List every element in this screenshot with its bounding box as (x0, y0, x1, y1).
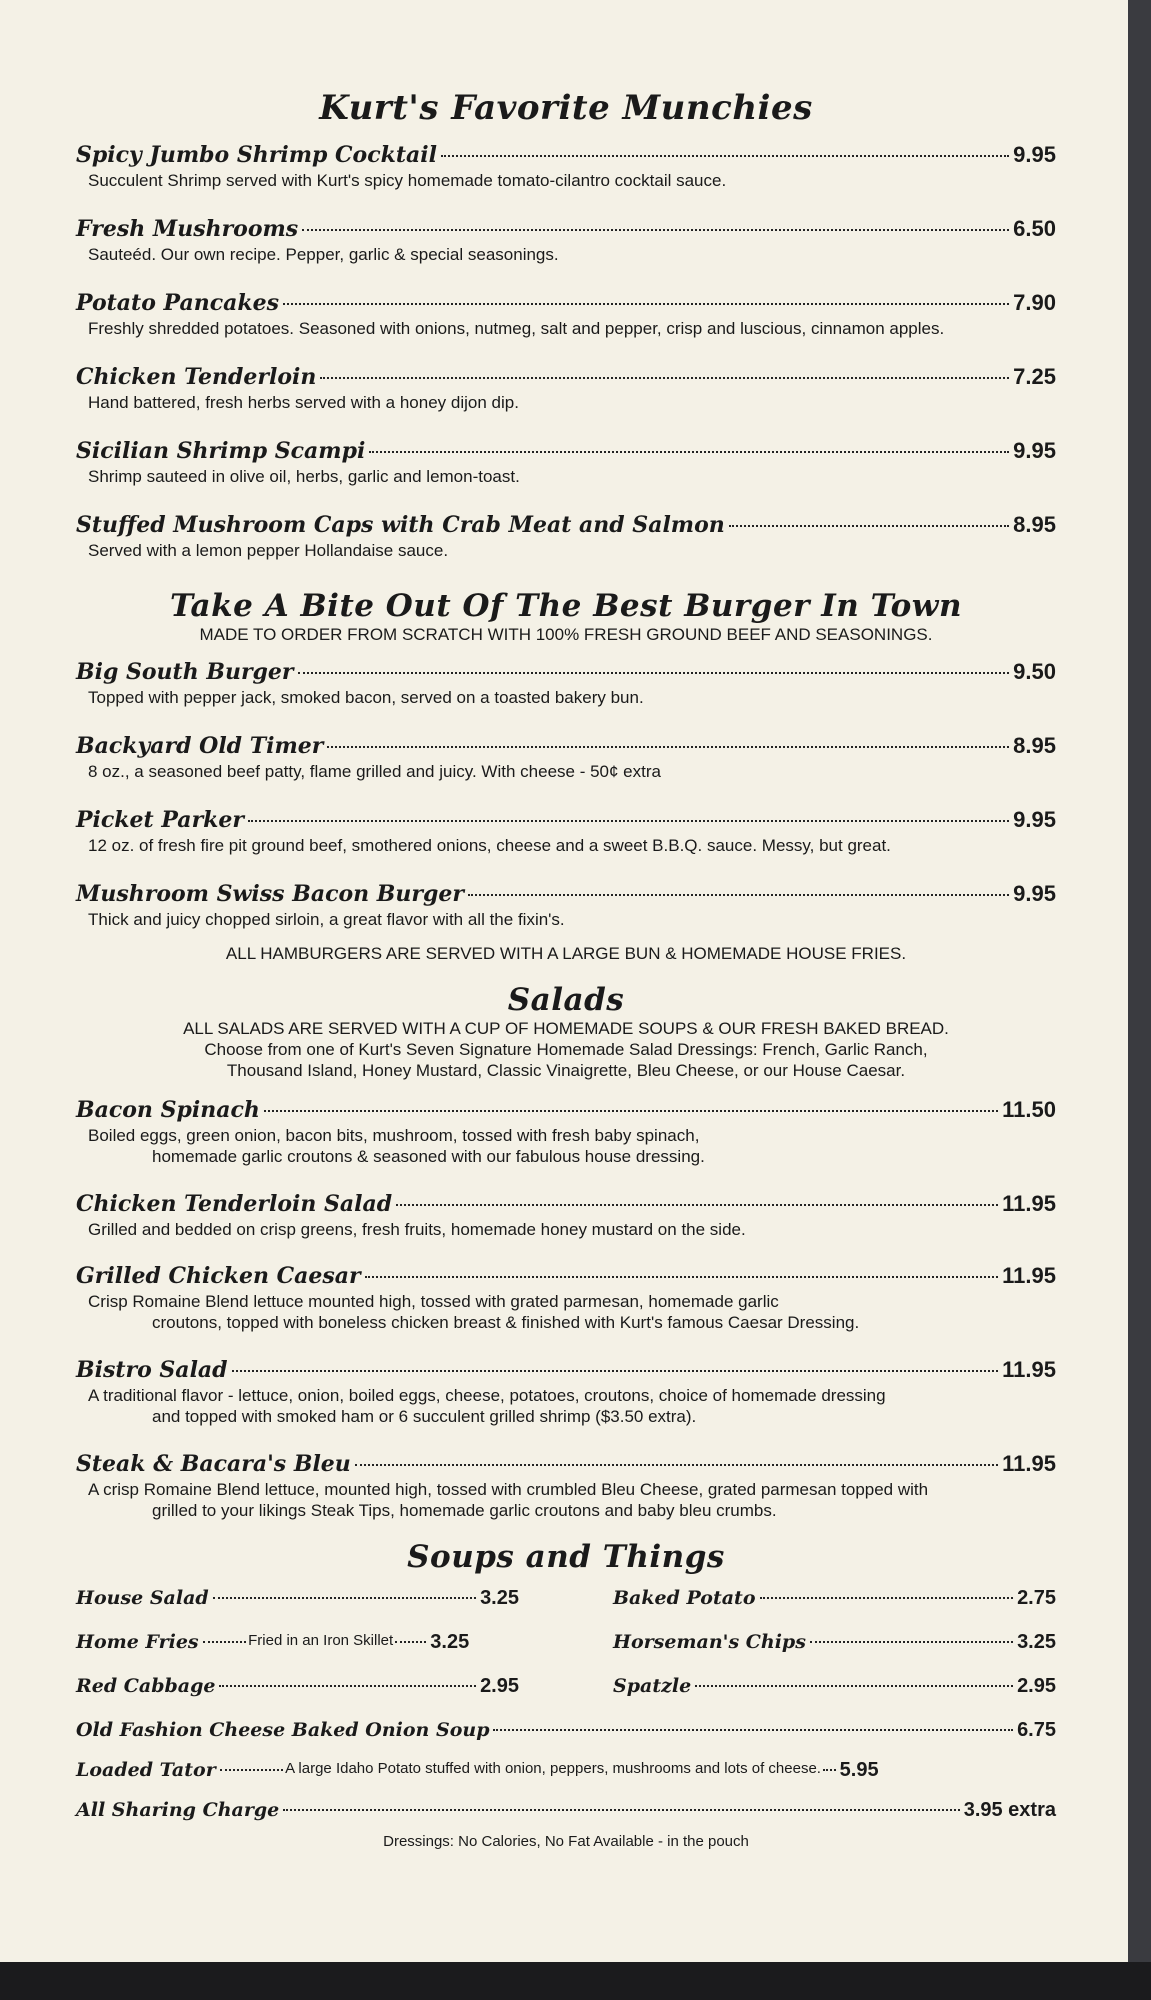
item-description-line: A crisp Romaine Blend lettuce, mounted high, tossed with crumbled Bleu Cheese, grated parmesan topped with (88, 1480, 929, 1499)
leader-dots (327, 746, 1009, 748)
item-description-line: croutons, topped with boneless chicken breast & finished with Kurt's famous Caesar Dressing. (152, 1313, 860, 1332)
item-description: Sauteéd. Our own recipe. Pepper, garlic & special seasonings. (88, 245, 559, 264)
item-price: 9.50 (1013, 659, 1056, 684)
item-name: Mushroom Swiss Bacon Burger (76, 881, 464, 907)
leader-dots (369, 451, 1009, 453)
section-title-burgers: Take A Bite Out Of The Best Burger In Town (169, 588, 963, 624)
leader-dots (203, 1641, 247, 1643)
item-description-line: and topped with smoked ham or 6 succulent grilled shrimp ($3.50 extra). (152, 1407, 697, 1426)
item-price: 6.75 (1017, 1719, 1056, 1741)
soups-left-column (76, 1587, 519, 1719)
leader-dots (248, 820, 1009, 822)
leader-dots (493, 1729, 1013, 1731)
munchies-list (76, 142, 1056, 576)
leader-dots (729, 525, 1009, 527)
leader-dots (219, 1685, 476, 1687)
leader-dots (283, 1809, 959, 1811)
item-description-line: Boiled eggs, green onion, bacon bits, mushroom, tossed with fresh baby spinach, (88, 1126, 700, 1145)
item-name: Sicilian Shrimp Scampi (76, 438, 366, 464)
item-description: Grilled and bedded on crisp greens, fresh fruits, homemade honey mustard on the side. (88, 1220, 746, 1239)
burger-list (76, 659, 1056, 943)
menu-item (613, 1631, 1056, 1675)
item-description-line: grilled to your likings Steak Tips, homemade garlic croutons and baby bleu crumbs. (152, 1501, 777, 1520)
item-description: Thick and juicy chopped sirloin, a great flavor with all the fixin's. (88, 910, 565, 929)
item-description (88, 1291, 1056, 1333)
item-price: 2.75 (1017, 1587, 1056, 1609)
leader-dots (441, 155, 1009, 157)
item-price: 6.50 (1013, 216, 1056, 241)
item-description: Succulent Shrimp served with Kurt's spicy homemade tomato-cilantro cocktail sauce. (88, 171, 727, 190)
page-edge-shadow (1128, 0, 1151, 1962)
item-price: 11.95 (1002, 1451, 1056, 1476)
item-name: Potato Pancakes (76, 290, 280, 316)
item-name: Fresh Mushrooms (76, 216, 299, 242)
item-price: 2.95 (1017, 1675, 1056, 1697)
burger-footer-note: ALL HAMBURGERS ARE SERVED WITH A LARGE BUN & HOMEMADE HOUSE FRIES. (225, 944, 907, 963)
menu-item (76, 1191, 1056, 1263)
leader-dots (320, 377, 1009, 379)
item-price: 5.95 (839, 1759, 879, 1781)
item-price: 11.95 (1002, 1191, 1056, 1216)
item-price: 11.50 (1002, 1097, 1056, 1122)
item-description: Topped with pepper jack, smoked bacon, served on a toasted bakery bun. (88, 688, 644, 707)
item-price: 2.95 (480, 1675, 519, 1697)
leader-dots (298, 672, 1010, 674)
section-title-munchies: Kurt's Favorite Munchies (319, 88, 813, 128)
soups-grid (76, 1587, 1056, 1719)
menu-item (76, 807, 1056, 881)
item-price: 3.25 (1017, 1631, 1056, 1653)
item-description-line: A traditional flavor - lettuce, onion, boiled eggs, cheese, potatoes, croutons, choice of homemade dressing (88, 1386, 886, 1405)
leader-dots (395, 1641, 426, 1643)
menu-item (76, 290, 1056, 364)
item-price: 9.95 (1013, 807, 1056, 832)
menu-item (76, 438, 1056, 512)
menu-item (76, 659, 1056, 733)
item-name: Red Cabbage (76, 1675, 216, 1697)
section-title-salads: Salads (507, 982, 625, 1018)
item-name: Steak & Bacara's Bleu (76, 1451, 351, 1477)
burger-section-note: MADE TO ORDER FROM SCRATCH WITH 100% FRESH GROUND BEEF AND SEASONINGS. (199, 625, 933, 644)
salad-list (76, 1097, 1056, 1539)
item-name: Spicy Jumbo Shrimp Cocktail (76, 142, 437, 168)
salad-note-line: Choose from one of Kurt's Seven Signature Homemade Salad Dressings: French, Garlic Ranch, (204, 1040, 928, 1059)
leader-dots (213, 1597, 476, 1599)
item-name: All Sharing Charge (76, 1799, 280, 1821)
item-name: Backyard Old Timer (76, 733, 324, 759)
menu-item (76, 1587, 519, 1631)
leader-dots (264, 1110, 998, 1112)
menu-item (76, 1719, 1056, 1759)
menu-item (613, 1587, 1056, 1631)
item-name: Grilled Chicken Caesar (76, 1263, 361, 1289)
leader-dots (283, 303, 1009, 305)
item-description-line: homemade garlic croutons & seasoned with our fabulous house dressing. (152, 1147, 705, 1166)
leader-dots (760, 1597, 1014, 1599)
item-price: 8.95 (1013, 512, 1056, 537)
item-name: Stuffed Mushroom Caps with Crab Meat and Salmon (76, 512, 725, 538)
item-price: 3.25 (480, 1587, 519, 1609)
leader-dots (468, 894, 1009, 896)
item-price: 11.95 (1002, 1263, 1056, 1288)
salad-note-line: Thousand Island, Honey Mustard, Classic Vinaigrette, Bleu Cheese, or our House Caesar. (226, 1061, 906, 1080)
leader-dots (823, 1769, 836, 1771)
leader-dots (232, 1370, 999, 1372)
item-name: Chicken Tenderloin Salad (76, 1191, 393, 1217)
menu-item (76, 1263, 1056, 1357)
menu-item (76, 216, 1056, 290)
menu-item (76, 142, 1056, 216)
menu-item (76, 1097, 1056, 1191)
leader-dots (355, 1464, 998, 1466)
menu-item (76, 733, 1056, 807)
item-name: Home Fries (76, 1631, 199, 1653)
item-description (88, 1479, 1056, 1521)
leader-dots (302, 229, 1009, 231)
item-name: Loaded Tator (76, 1759, 216, 1781)
menu-item (76, 1451, 1056, 1539)
item-name: Picket Parker (76, 807, 244, 833)
item-price: 3.95 extra (963, 1799, 1056, 1821)
menu-item (613, 1675, 1056, 1719)
item-name: Spatzle (613, 1675, 692, 1697)
item-description: Freshly shredded potatoes. Seasoned with onions, nutmeg, salt and pepper, crisp and luscious, cinnamon apples. (88, 319, 945, 338)
leader-dots (396, 1204, 998, 1206)
soups-full-width-list (76, 1719, 1056, 1839)
item-name: Baked Potato (613, 1587, 756, 1609)
item-name: Chicken Tenderloin (76, 364, 317, 390)
item-note: A large Idaho Potato stuffed with onion, peppers, mushrooms and lots of cheese. (285, 1760, 821, 1777)
item-description: 8 oz., a seasoned beef patty, flame grilled and juicy. With cheese - 50¢ extra (88, 762, 661, 781)
item-price: 9.95 (1013, 881, 1056, 906)
item-price: 3.25 (430, 1631, 470, 1653)
item-price: 11.95 (1002, 1357, 1056, 1382)
item-note: Fried in an Iron Skillet (248, 1632, 394, 1649)
item-description: Hand battered, fresh herbs served with a honey dijon dip. (88, 393, 519, 412)
soups-right-column (613, 1587, 1056, 1719)
menu-item (76, 1675, 519, 1719)
menu-item (76, 1759, 1056, 1799)
item-price: 7.25 (1013, 364, 1056, 389)
leader-dots (810, 1641, 1013, 1643)
item-price: 9.95 (1013, 438, 1056, 463)
item-price: 9.95 (1013, 142, 1056, 167)
item-name: Horseman's Chips (613, 1631, 806, 1653)
item-description (88, 1125, 1056, 1167)
item-name: Big South Burger (76, 659, 294, 685)
item-description-line: Crisp Romaine Blend lettuce mounted high, tossed with grated parmesan, homemade garlic (88, 1292, 779, 1311)
item-name: Bacon Spinach (76, 1097, 260, 1123)
item-description: Served with a lemon pepper Hollandaise sauce. (88, 541, 449, 560)
item-name: Bistro Salad (76, 1357, 228, 1383)
item-description: 12 oz. of fresh fire pit ground beef, smothered onions, cheese and a sweet B.B.Q. sauce. Messy, but great. (88, 836, 891, 855)
menu-item (76, 512, 1056, 576)
leader-dots (220, 1769, 283, 1771)
item-name: House Salad (76, 1587, 209, 1609)
item-description: Shrimp sauteed in olive oil, herbs, garlic and lemon-toast. (88, 467, 520, 486)
menu-item (76, 1631, 519, 1675)
menu-item (76, 1357, 1056, 1451)
leader-dots (695, 1685, 1013, 1687)
salad-note-line: ALL SALADS ARE SERVED WITH A CUP OF HOMEMADE SOUPS & OUR FRESH BAKED BREAD. (183, 1019, 949, 1038)
dressings-footer-note: Dressings: No Calories, No Fat Available - in the pouch (383, 1833, 749, 1850)
leader-dots (365, 1276, 999, 1278)
item-name: Old Fashion Cheese Baked Onion Soup (76, 1719, 490, 1741)
item-description (88, 1385, 1056, 1427)
item-price: 7.90 (1013, 290, 1056, 315)
section-title-soups: Soups and Things (407, 1539, 725, 1575)
menu-item (76, 364, 1056, 438)
item-price: 8.95 (1013, 733, 1056, 758)
menu-item (76, 881, 1056, 943)
